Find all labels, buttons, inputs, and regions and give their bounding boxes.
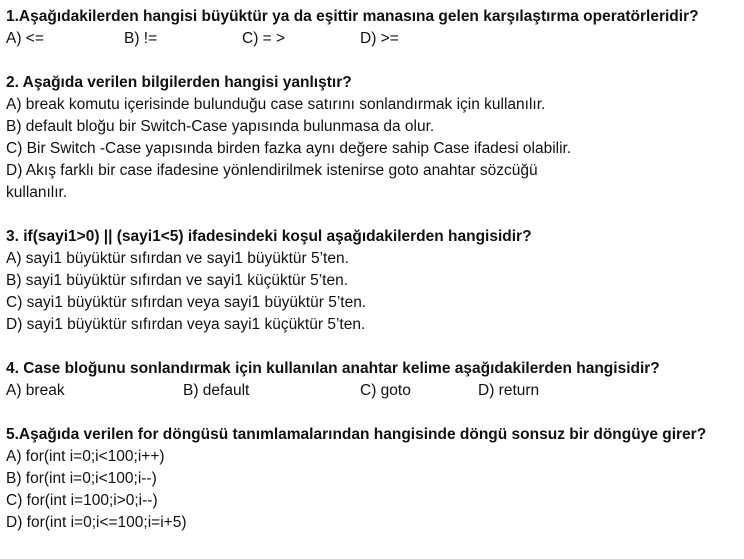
question-3 bbox=[6, 226, 744, 336]
question-3-option-b: B) sayi1 büyüktür sıfırdan ve sayi1 küçüktür 5’ten. bbox=[6, 272, 349, 289]
question-1-option-c: C) = > bbox=[242, 30, 286, 47]
question-2 bbox=[6, 72, 744, 204]
question-1-option-d: D) >= bbox=[360, 30, 399, 47]
question-3-option-d: D) sayi1 büyüktür sıfırdan veya sayi1 küçüktür 5’ten. bbox=[6, 316, 366, 333]
question-5-text: 5.Aşağıda verilen for döngüsü tanımlamalarından hangisinde döngü sonsuz bir döngüye girer? bbox=[6, 426, 707, 443]
question-5-option-c: C) for(int i=100;i>0;i--) bbox=[6, 492, 158, 509]
question-2-option-d: D) Akış farklı bir case ifadesine yönlendirilmek istenirse goto anahtar sözcüğü bbox=[6, 162, 538, 179]
question-2-option-b: B) default bloğu bir Switch-Case yapısında bulunmasa da olur. bbox=[6, 118, 435, 135]
question-4-option-b: B) default bbox=[183, 382, 250, 399]
question-2-text: 2. Aşağıda verilen bilgilerden hangisi yanlıştır? bbox=[6, 74, 352, 91]
question-3-option-c: C) sayi1 büyüktür sıfırdan veya sayi1 büyüktür 5’ten. bbox=[6, 294, 367, 311]
question-5-option-a: A) for(int i=0;i<100;i++) bbox=[6, 448, 165, 465]
question-1-text: 1.Aşağıdakilerden hangisi büyüktür ya da eşittir manasına gelen karşılaştırma operatörleridir? bbox=[6, 8, 699, 25]
question-5-option-b: B) for(int i=0;i<100;i--) bbox=[6, 470, 157, 487]
question-4-option-d: D) return bbox=[478, 382, 540, 399]
question-3-text: 3. if(sayi1>0) || (sayi1<5) ifadesindeki koşul aşağıdakilerden hangisidir? bbox=[6, 228, 532, 245]
question-4-options bbox=[6, 380, 744, 402]
question-4-option-a: A) break bbox=[6, 382, 65, 399]
question-1-options bbox=[6, 28, 744, 50]
question-1-option-b: B) != bbox=[124, 30, 158, 47]
question-4 bbox=[6, 358, 744, 402]
question-1-option-a: A) <= bbox=[6, 30, 44, 47]
question-4-option-c: C) goto bbox=[360, 382, 411, 399]
question-2-option-c: C) Bir Switch -Case yapısında birden fazka aynı değere sahip Case ifadesi olabilir. bbox=[6, 140, 572, 157]
question-3-option-a: A) sayi1 büyüktür sıfırdan ve sayi1 büyüktür 5’ten. bbox=[6, 250, 349, 267]
question-2-option-d-continued: kullanılır. bbox=[6, 184, 68, 201]
question-5-option-d: D) for(int i=0;i<=100;i=i+5) bbox=[6, 514, 187, 531]
question-2-option-a: A) break komutu içerisinde bulunduğu case satırını sonlandırmak için kullanılır. bbox=[6, 96, 546, 113]
question-4-text: 4. Case bloğunu sonlandırmak için kullanılan anahtar kelime aşağıdakilerden hangisidir? bbox=[6, 360, 660, 377]
question-1 bbox=[6, 6, 744, 50]
question-5 bbox=[6, 424, 744, 534]
